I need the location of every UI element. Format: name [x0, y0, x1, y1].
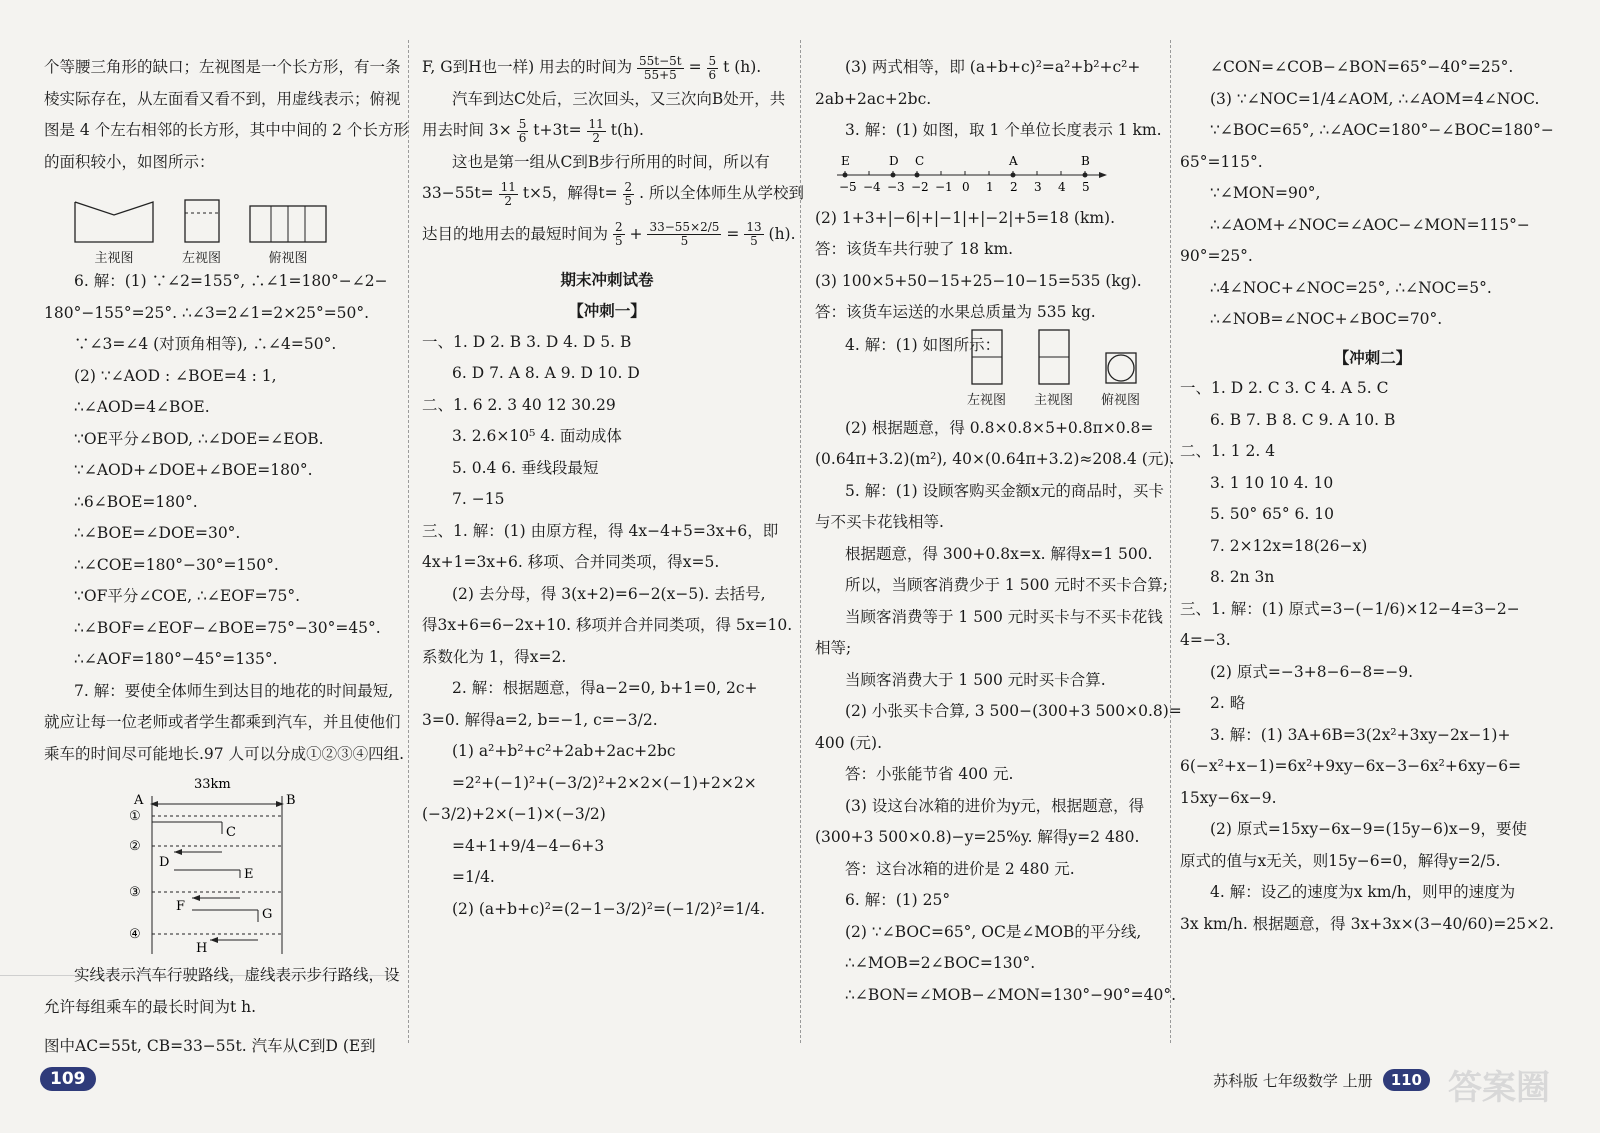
point-label: B [286, 793, 296, 808]
text-line: ∵∠MON=90°, [1210, 184, 1321, 202]
group-label: ③ [129, 885, 141, 900]
text-line: 允许每组乘车的最长时间为t h. [44, 997, 257, 1016]
text-line: (0.64π+3.2)(m²), 40×(0.64π+3.2)≈208.4 (元). [815, 450, 1175, 468]
column-3 [815, 52, 1182, 1011]
text-line: (3) 100×5+50−15+25−10−15=535 (kg). [815, 271, 1142, 290]
point-label: G [262, 907, 273, 922]
group-label: ④ [129, 927, 141, 942]
top-view-shape [1105, 329, 1137, 385]
answer-line: 三、1. 解：(1) 原式=3−(−1/6)×12−4=3−2− [1180, 599, 1520, 618]
answer-line: (2) 去分母，得 3(x+2)=6−2(x−5). 去括号, [452, 584, 766, 603]
svg-text:答案圈: 答案圈 [1448, 1068, 1550, 1108]
answer-line: (2) 原式=−3+8−6−8=−9. [1210, 662, 1414, 681]
answer-line: (2) 原式=15xy−6x−9=(15y−6)x−9，要使 [1210, 820, 1528, 838]
right-page-number: 110 [1383, 1069, 1430, 1091]
column-1 [44, 52, 409, 1063]
answer-line: 5. 50° 65° 6. 10 [1210, 505, 1334, 523]
tick-label: −5 [839, 179, 857, 194]
text-line: 当顾客消费大于 1 500 元时买卡合算. [845, 670, 1106, 689]
text-line: 图中AC=55t, CB=33−55t. 汽车从C到D (E到 [44, 1037, 376, 1055]
answer-line: 一、1. D 2. B 3. D 4. D 5. B [422, 332, 632, 351]
text-line: 所以，当顾客消费少于 1 500 元时不买卡合算; [845, 576, 1168, 594]
text-line: (2) 小张买卡合算, 3 500−(300+3 500×0.8)= [845, 702, 1182, 720]
section-title: 期末冲刺试卷 [560, 269, 654, 289]
top-view [1101, 329, 1140, 408]
text-line: 乘车的时间尽可能地长.97 人可以分成①②③④四组. [44, 744, 405, 763]
text-line: 90°=25°. [1180, 247, 1253, 265]
text-line: (300+3 500×0.8)−y=25%y. 解得y=2 480. [815, 828, 1140, 846]
text-line: (3) ∵∠NOC=1/4∠AOM, ∴∠AOM=4∠NOC. [1210, 89, 1540, 108]
tick-marks [845, 171, 1085, 175]
point-label: D [889, 153, 899, 168]
text-line: (2) ∵∠BOC=65°, OC是∠MOB的平分线, [845, 922, 1142, 941]
text-line: 180°−155°=25°. ∴∠3=2∠1=2×25°=50°. [44, 303, 370, 322]
text-line: ∴∠COE=180°−30°=150°. [74, 555, 279, 574]
answer-line: 三、1. 解：(1) 由原方程，得 4x−4+5=3x+6，即 [422, 521, 779, 540]
text-line: ∴∠AOM+∠NOC=∠AOC−∠MON=115°− [1210, 215, 1530, 234]
text-line: (2) ∵∠AOD : ∠BOE=4 : 1, [74, 366, 277, 385]
front-view-shape [1038, 329, 1070, 385]
point-label: A [1009, 153, 1018, 168]
column-divider-3 [1170, 40, 1171, 1043]
number-line-figure [815, 147, 1165, 203]
text-line: 棱实际存在，从左面看又看不到，用虚线表示；俯视 [44, 89, 401, 108]
text-line: ∵∠AOD+∠DOE+∠BOE=180°. [74, 461, 313, 479]
text-line: 2ab+2ac+2bc. [815, 89, 932, 108]
answer-line: 6(−x²+x−1)=6x²+9xy−6x−3−6x²+6xy−6= [1180, 757, 1522, 775]
answer-line: 2. 略 [1210, 694, 1246, 712]
text-line: 实线表示汽车行驶路线，虚线表示步行路线，设 [74, 966, 400, 984]
text-line: 当顾客消费等于 1 500 元时买卡与不买卡花钱 [845, 607, 1163, 626]
tick-label: 1 [986, 179, 994, 194]
text-line: 的面积较小，如图所示： [44, 152, 215, 171]
answer-line: =2²+(−1)²+(−3/2)²+2×2×(−1)+2×2× [452, 773, 757, 792]
left-view [182, 199, 221, 266]
point-label: E [841, 153, 850, 168]
front-view-shape [74, 199, 154, 243]
text-line: ∴∠AOD=4∠BOE. [74, 398, 210, 416]
text-line: 3. 解：(1) 如图，取 1 个单位长度表示 1 km. [845, 121, 1162, 139]
text-line: (3) 两式相等，即 (a+b+c)²=a²+b²+c²+ [845, 58, 1141, 76]
text-line: 汽车到达C处后，三次回头，又三次向B处开，共 [452, 89, 786, 108]
text-line: 与不买卡花钱相等. [815, 513, 944, 531]
fraction: $\frac{55t-5t}{55+5}$ [639, 53, 682, 82]
text-line: 400 (元). [815, 733, 883, 752]
tick-label: 2 [1010, 179, 1018, 194]
view-label: 主视图 [94, 251, 134, 266]
fraction: $\frac{5}{6}$ [518, 116, 527, 145]
front-view [1034, 329, 1073, 408]
section-subtitle: 【冲刺二】 [1333, 347, 1412, 367]
answer-line: (2) (a+b+c)²=(2−1−3/2)²=(−1/2)²=1/4. [452, 899, 766, 918]
view-label: 左视图 [182, 251, 222, 266]
text-line: 5. 解：(1) 设顾客购买金额x元的商品时，买卡 [845, 481, 1164, 500]
left-view-shape [971, 329, 1003, 385]
text-line: ∵∠3=∠4 (对顶角相等), ∴∠4=50°. [74, 335, 337, 353]
tick-label: −2 [911, 179, 929, 194]
view-label: 俯视图 [1101, 392, 1141, 408]
column-4 [1180, 52, 1565, 940]
answer-line: 二、1. 1 2. 4 [1180, 442, 1276, 460]
answer-line: 7. −15 [452, 490, 505, 508]
answer-line: 一、1. D 2. C 3. C 4. A 5. C [1180, 379, 1389, 397]
point-label: H [196, 941, 208, 956]
tick-label: 4 [1058, 179, 1066, 194]
watermark-logo [1444, 1059, 1564, 1119]
text-line: 答：小张能节省 400 元. [845, 765, 1014, 783]
text-line: 就应让每一位老师或者学生都乘到汽车，并且使他们 [44, 713, 401, 731]
text-line: ∴6∠BOE=180°. [74, 492, 198, 511]
answer-line: 6. D 7. A 8. A 9. D 10. D [452, 364, 640, 382]
travel-route-diagram [44, 770, 396, 960]
left-page-number: 109 [40, 1067, 96, 1091]
tick-label: 3 [1034, 179, 1042, 194]
group-label: ① [129, 809, 141, 824]
three-views-figure-2 [815, 329, 1165, 413]
answer-line: 6. B 7. B 8. C 9. A 10. B [1210, 410, 1396, 429]
text-line: ∴∠BOE=∠DOE=30°. [74, 524, 241, 542]
answer-line: (1) a²+b²+c²+2ab+2ac+2bc [452, 742, 676, 760]
text-line: 达目的地用去的最短时间为 $\frac{2}{5}$ + $\frac{33-55\times 2/5}{5}$ = $\frac{13}{5}$ (h). [422, 220, 796, 248]
text-line: 65°=115°. [1180, 152, 1263, 171]
left-view-shape [184, 199, 220, 243]
top-view [249, 205, 327, 266]
text-line: 6. 解：(1) ∵∠2=155°, ∴∠1=180°−∠2− [74, 272, 388, 290]
text-line: 6. 解：(1) 25° [845, 891, 951, 909]
answer-line: 3. 1 10 10 4. 10 [1210, 473, 1334, 492]
text-line: ∠CON=∠COB−∠BON=65°−40°=25°. [1210, 58, 1514, 76]
tick-label: −3 [887, 179, 905, 194]
tick-label: 5 [1082, 179, 1090, 194]
text-line: (2) 根据题意，得 0.8×0.8×5+0.8π×0.8= [845, 418, 1154, 437]
section-subtitle: 【冲刺一】 [568, 301, 646, 320]
answer-line: 7. 2×12x=18(26−x) [1210, 536, 1368, 555]
text-line: 用去时间 3× $\frac{5}{6}$ t+3t= $\frac{11}{2}$ t(h). [422, 116, 644, 145]
text-line: (2) 1+3+|−6|+|−1|+|−2|+5=18 (km). [815, 208, 1116, 227]
point-label: E [244, 867, 254, 882]
text-line: 个等腰三角形的缺口；左视图是一个长方形，有一条 [44, 58, 401, 76]
text-line: 答：这台冰箱的进价是 2 480 元. [845, 859, 1075, 878]
column-2 [422, 52, 804, 925]
fraction: $\frac{2}{5}$ [624, 179, 633, 208]
text-line: ∴∠AOF=180°−45°=135°. [74, 650, 278, 668]
text-line: 这也是第一组从C到B步行所用的时间，所以有 [452, 152, 770, 171]
group-label: ② [129, 839, 141, 854]
three-views-figure-1 [44, 178, 396, 266]
answer-line: 3. 解：(1) 3A+6B=3(2x²+3xy−2x−1)+ [1210, 725, 1511, 744]
column-divider-1 [408, 40, 409, 1043]
text-line: ∵OE平分∠BOD, ∴∠DOE=∠EOB. [74, 429, 324, 448]
text-line: ∴∠NOB=∠NOC+∠BOC=70°. [1210, 310, 1443, 328]
text-line: ∵OF平分∠COE, ∴∠EOF=75°. [74, 587, 301, 605]
fraction: $\frac{2}{5}$ [614, 220, 623, 248]
point-label: A [134, 793, 144, 808]
book-title: 苏科版 七年级数学 上册 [1213, 1071, 1373, 1090]
point-label: D [159, 855, 170, 870]
text-line: 4. 解：(1) 如图所示： [845, 335, 1001, 354]
text-line: 根据题意，得 300+0.8x=x. 解得x=1 500. [845, 544, 1153, 563]
text-line: 图是 4 个左右相邻的长方形，其中中间的 2 个长方形 [44, 121, 409, 139]
text-line: ∵∠BOC=65°, ∴∠AOC=180°−∠BOC=180°− [1210, 121, 1554, 139]
answer-line: 8. 2n 3n [1210, 568, 1275, 586]
answer-line: 3. 2.6×10⁵ 4. 面动成体 [452, 427, 622, 445]
answer-line: (−3/2)+2×(−1)×(−3/2) [422, 805, 606, 823]
answer-line: 二、1. 6 2. 3 40 12 30.29 [422, 395, 616, 414]
text-line: 7. 解：要使全体师生到达目的地花的时间最短, [74, 681, 394, 700]
answer-line: 15xy−6x−9. [1180, 788, 1277, 807]
point-label: B [1081, 153, 1090, 168]
answer-line: =4+1+9/4−4−6+3 [452, 836, 605, 855]
front-view [74, 199, 154, 266]
text-line: ∴∠BOF=∠EOF−∠BOE=75°−30°=45°. [74, 618, 381, 637]
text-line: ∴∠MOB=2∠BOC=130°. [845, 954, 1036, 972]
text-line: (3) 设这台冰箱的进价为y元，根据题意，得 [845, 796, 1145, 815]
answer-line: 得3x+6=6−2x+10. 移项并合并同类项，得 5x=10. [422, 616, 793, 634]
point-label: C [915, 153, 925, 168]
answer-line: 2. 解：根据题意，得a−2=0, b+1=0, 2c+ [452, 679, 758, 697]
top-view-shape [249, 205, 327, 243]
answer-line: 3x km/h. 根据题意，得 3x+3x×(3−40/60)=25×2. [1180, 914, 1554, 933]
view-label: 左视图 [967, 392, 1007, 408]
text-line: 答：该货车运送的水果总质量为 535 kg. [815, 303, 1096, 321]
right-footer [1213, 1069, 1430, 1091]
watermark-icon [1444, 1059, 1564, 1115]
fraction: $\frac{33-55\times 2/5}{5}$ [649, 220, 720, 248]
answer-line: 4. 解：设乙的速度为x km/h，则甲的速度为 [1210, 883, 1516, 901]
answer-line: 系数化为 1，得x=2. [422, 647, 567, 666]
answer-line: 5. 0.4 6. 垂线段最短 [452, 458, 599, 477]
answer-line: =1/4. [452, 868, 495, 886]
answer-line: 3=0. 解得a=2, b=−1, c=−3/2. [422, 710, 658, 729]
text-line: 相等; [815, 639, 852, 657]
text-line: 答：该货车共行驶了 18 km. [815, 240, 1014, 258]
view-label: 俯视图 [268, 251, 308, 266]
answer-line: 4x+1=3x+6. 移项、合并同类项，得x=5. [422, 553, 720, 571]
fraction: $\frac{11}{2}$ [588, 116, 604, 145]
view-label: 主视图 [1034, 392, 1074, 408]
tick-label: 0 [962, 179, 970, 194]
point-label: C [226, 825, 236, 840]
left-view [967, 329, 1006, 408]
fraction: $\frac{5}{6}$ [708, 53, 717, 82]
distance-label: 33km [194, 777, 231, 792]
text-line: ∴∠BON=∠MOB−∠MON=130°−90°=40°. [845, 985, 1177, 1004]
text-line: ∴4∠NOC+∠NOC=25°, ∴∠NOC=5°. [1210, 278, 1492, 297]
answer-line: 4=−3. [1180, 631, 1231, 649]
fraction: $\frac{13}{5}$ [746, 220, 762, 248]
tick-label: −4 [863, 179, 881, 194]
answer-line: 原式的值与x无关，则15y−6=0，解得y=2/5. [1180, 851, 1501, 870]
fraction: $\frac{11}{2}$ [500, 179, 516, 208]
tick-label: −1 [935, 179, 953, 194]
text-line: 33−55t= $\frac{11}{2}$ t×5，解得t= $\frac{2}{5}$ . 所以全体师生从学校到 [422, 179, 804, 208]
text-line: F, G到H也一样) 用去的时间为 $\frac{55t-5t}{55+5}$ = $\frac{5}{6}$ t (h). [422, 53, 762, 82]
point-label: F [176, 899, 186, 914]
